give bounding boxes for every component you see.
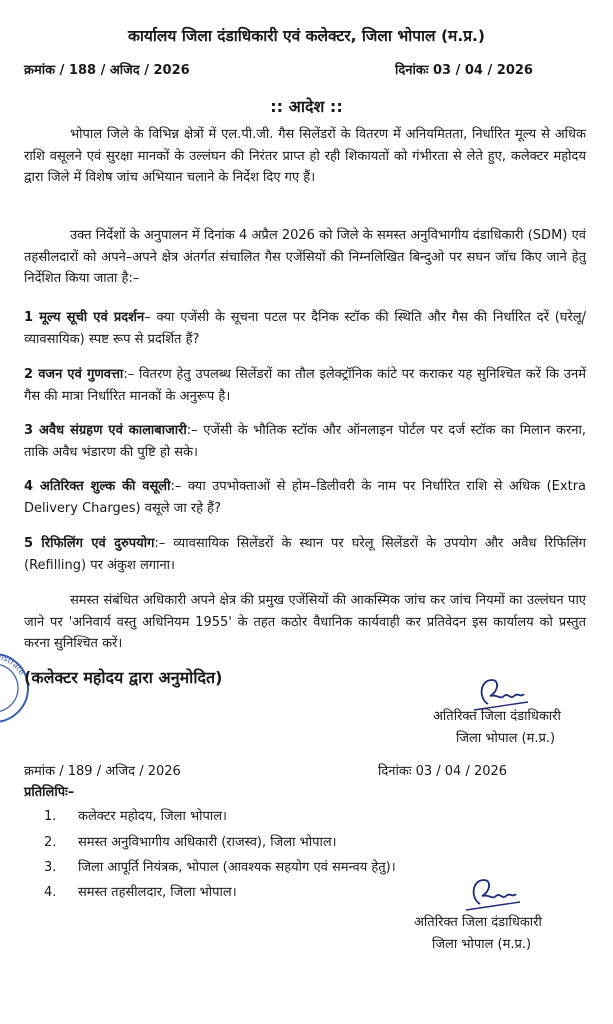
- point-weight-quality: [24, 364, 586, 407]
- copy-number: क्रमांक / 189 / अजिद / 2026: [24, 764, 181, 779]
- list-number: 4.: [44, 885, 57, 900]
- point-text: :– क्या उपभोक्ताओं से होम–डिलीवरी के नाम पर निर्धारित राशि से अधिक (Extra Delivery Charges) वसूले जा रहे हैं?: [24, 479, 587, 516]
- list-text: समस्त तहसीलदार, जिला भोपाल।: [78, 885, 237, 900]
- point-text: :– एजेंसी के भौतिक स्टॉक और ऑनलाइन पोर्टल पर दर्ज स्टॉक का मिलान करना, ताकि अवैध भंडारण की पुष्टि हो सके।: [24, 423, 586, 460]
- point-text: :– वितरण हेतु उपलब्ध सिलेंडरों का तौल इलेक्ट्रॉनिक कांटे पर कराकर यह सुनिश्चित करें कि उनमें गैस की मात्रा निर्धारित मानकों के अनुरूप है।: [24, 367, 586, 404]
- point-text: – क्या एजेंसी के सूचना पटल पर दैनिक स्टॉक की स्थिति और गैस की निर्धारित दरें (घरेलू/व्यावसायिक) स्पष्ट रूप से प्रदर्शित हैं?: [24, 310, 587, 347]
- point-heading: 3 अवैध संग्रहण एवं कालाबाजारी: [24, 423, 187, 438]
- list-item: [44, 832, 337, 850]
- point-text: :– व्यावसायिक सिलेंडरों के स्थान पर घरेलू सिलेंडरों के उपयोग और अवैध रिफिलिंग (Refilling) पर अंकुश लगाना।: [24, 536, 587, 573]
- signatory2-place: जिला भोपाल (म.प्र.): [432, 937, 532, 952]
- signature-icon: [462, 872, 522, 912]
- order-title: :: आदेश ::: [270, 97, 343, 116]
- order-date: दिनांकः 03 / 04 / 2026: [395, 63, 533, 78]
- office-header: कार्यालय जिला दंडाधिकारी एवं कलेक्टर, जिला भोपाल (म.प्र.): [128, 27, 485, 45]
- list-item: [44, 857, 396, 875]
- point-extra-charges: [24, 476, 586, 519]
- list-number: 2.: [44, 835, 57, 850]
- magistrate-seal-icon: [0, 652, 30, 724]
- copy-date: दिनांकः 03 / 04 / 2026: [378, 764, 508, 779]
- list-text: समस्त अनुविभागीय अधिकारी (राजस्व), जिला भोपाल।: [78, 835, 337, 850]
- point-heading: 5 रिफिलिंग एवं दुरुपयोग: [24, 536, 155, 551]
- point-illegal-storage: [24, 420, 586, 463]
- signatory2-designation: अतिरिक्त जिला दंडाधिकारी: [414, 915, 542, 930]
- svg-text:Magistrate: [0, 652, 27, 686]
- paragraph-closing: समस्त संबंधित अधिकारी अपने क्षेत्र की प्रमुख एजेंसियों की आकस्मिक जांच कर जांच नियमों का उल्लंघन पाए जाने पर 'अनिवार्य वस्तु अधिनियम 1955' के तहत कठोर वैधानिक कार्यवाही कर प्रतिवेदन इस कार्यालय को प्रस्तुत करना सुनिश्चित करें।: [24, 593, 586, 651]
- list-item: [44, 882, 237, 900]
- list-number: 1.: [44, 809, 57, 824]
- point-price-list: [24, 307, 586, 350]
- list-text: कलेक्टर महोदय, जिला भोपाल।: [78, 809, 227, 824]
- paragraph-instruction: उक्त निर्देशों के अनुपालन में दिनांक 4 अप्रैल 2026 को जिले के समस्त अनुविभागीय दंडाधिकारी (SDM) एवं तहसीलदारों को अपने–अपने क्षेत्र अंतर्गत संचालित गैस एजेंसियों की निम्नलिखित बिन्दुओ पर सघन जॉच किए जाने हेतु निर्देशित किया जाता है:–: [24, 228, 586, 286]
- signatory-place: जिला भोपाल (म.प्र.): [456, 731, 556, 746]
- order-number: क्रमांक / 188 / अजिद / 2026: [24, 63, 190, 78]
- copy-label: प्रतिलिपिः–: [24, 785, 75, 800]
- list-number: 3.: [44, 860, 57, 875]
- paragraph-intro: भोपाल जिले के विभिन्न क्षेत्रों में एल.पी.जी. गैस सिलेंडरों के वितरण में अनियमितता, निर्धारित मूल्य से अधिक राशि वसूलने एवं सुरक्षा मानकों के उल्लंघन की निरंतर प्राप्त हो रही शिकायतों को गंभीरता से लेते हुए, कलेक्टर महोदय द्वारा जिले में विशेष जांच अभियान चलाने के निर्देश दिए गए हैं।: [24, 127, 586, 185]
- seal-text: Magistrate: [0, 653, 27, 677]
- list-item: [44, 806, 227, 824]
- point-heading: 1 मूल्य सूची एवं प्रदर्शन: [24, 310, 145, 325]
- signatory-designation: अतिरिक्त जिला दंडाधिकारी: [433, 709, 561, 724]
- point-heading: 4 अतिरिक्त शुल्क की वसूली: [24, 479, 171, 494]
- list-text: जिला आपूर्ति नियंत्रक, भोपाल (आवश्यक सहयोग एवं समन्वय हेतु)।: [78, 860, 396, 875]
- point-heading: 2 वजन एवं गुणवत्ता: [24, 367, 124, 382]
- point-refilling: [24, 533, 586, 576]
- approved-note: (कलेक्टर महोदय द्वारा अनुमोदित): [24, 668, 223, 687]
